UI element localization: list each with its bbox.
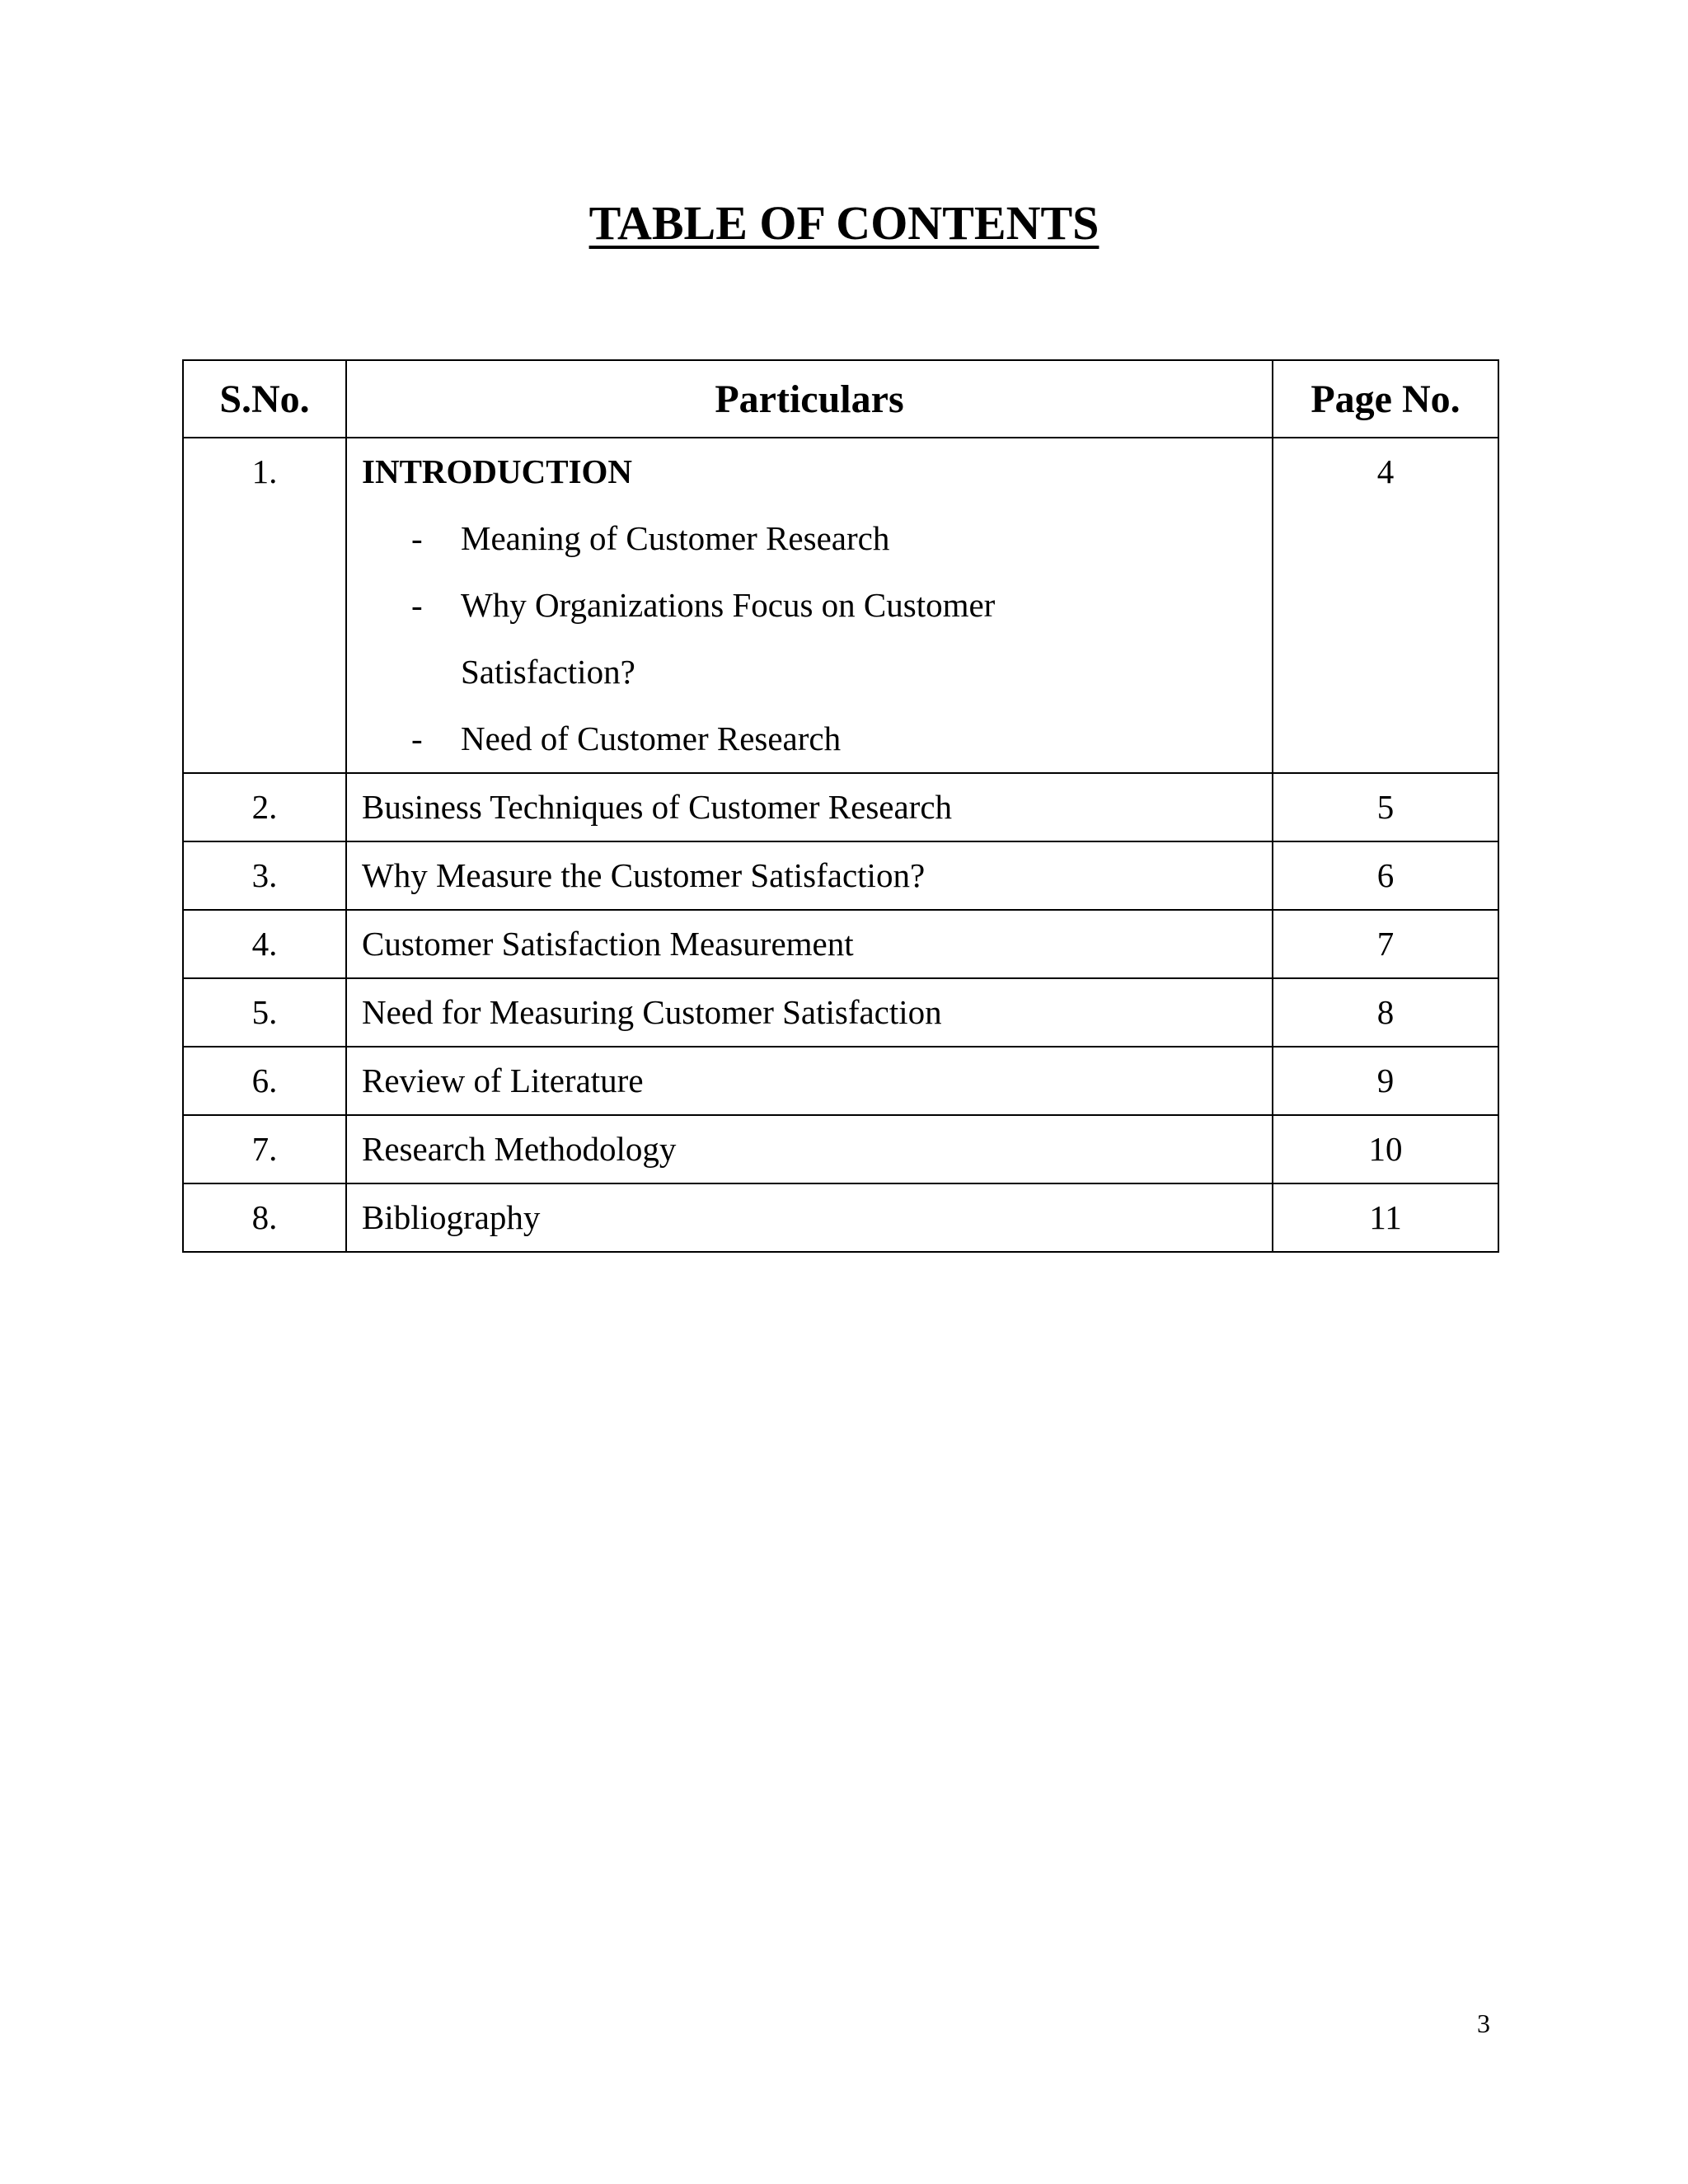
dash-bullet: - [411,586,423,624]
header-sno: S.No. [183,360,346,438]
row-page-no: 8 [1273,978,1498,1047]
row-particulars: Why Measure the Customer Satisfaction? [346,841,1273,910]
row-page-no: 6 [1273,841,1498,910]
subtopic-label: Why Organizations Focus on Customer Satisfaction? [461,586,996,691]
introduction-heading: INTRODUCTION [362,452,633,490]
row-sno: 4. [183,910,346,978]
row-sno: 8. [183,1183,346,1252]
row-page-no: 5 [1273,773,1498,841]
table-header-row [183,360,1498,438]
dash-bullet: - [411,519,423,557]
subtopic-item [362,572,1272,705]
row-particulars: Review of Literature [346,1047,1273,1115]
header-particulars: Particulars [346,360,1273,438]
row-particulars: Bibliography [346,1183,1273,1252]
row-sno: 3. [183,841,346,910]
row-particulars: Business Techniques of Customer Research [346,773,1273,841]
contents-table [182,359,1499,1253]
subtopic-item [362,505,1272,572]
row-page-no: 10 [1273,1115,1498,1183]
table-row [183,841,1498,910]
row-page-no: 7 [1273,910,1498,978]
row-sno: 1. [183,438,346,773]
page-number: 3 [1477,2008,1490,2038]
row-sno: 2. [183,773,346,841]
table-row-introduction [183,438,1498,773]
row-page-no: 4 [1273,438,1498,773]
subtopic-item [362,705,1272,772]
header-page-no: Page No. [1273,360,1498,438]
page-title: TABLE OF CONTENTS [588,196,1100,250]
row-particulars [346,438,1273,773]
introduction-subtopics [362,505,1272,772]
dash-bullet: - [411,719,423,757]
subtopic-label: Meaning of Customer Research [461,519,890,557]
row-sno: 5. [183,978,346,1047]
row-sno: 7. [183,1115,346,1183]
row-sno: 6. [183,1047,346,1115]
table-row [183,978,1498,1047]
table-row [183,910,1498,978]
table-row [183,773,1498,841]
row-page-no: 11 [1273,1183,1498,1252]
row-particulars: Need for Measuring Customer Satisfaction [346,978,1273,1047]
table-row [183,1047,1498,1115]
table-row [183,1183,1498,1252]
row-page-no: 9 [1273,1047,1498,1115]
row-particulars: Customer Satisfaction Measurement [346,910,1273,978]
subtopic-label: Need of Customer Research [461,719,842,757]
table-row [183,1115,1498,1183]
row-particulars: Research Methodology [346,1115,1273,1183]
